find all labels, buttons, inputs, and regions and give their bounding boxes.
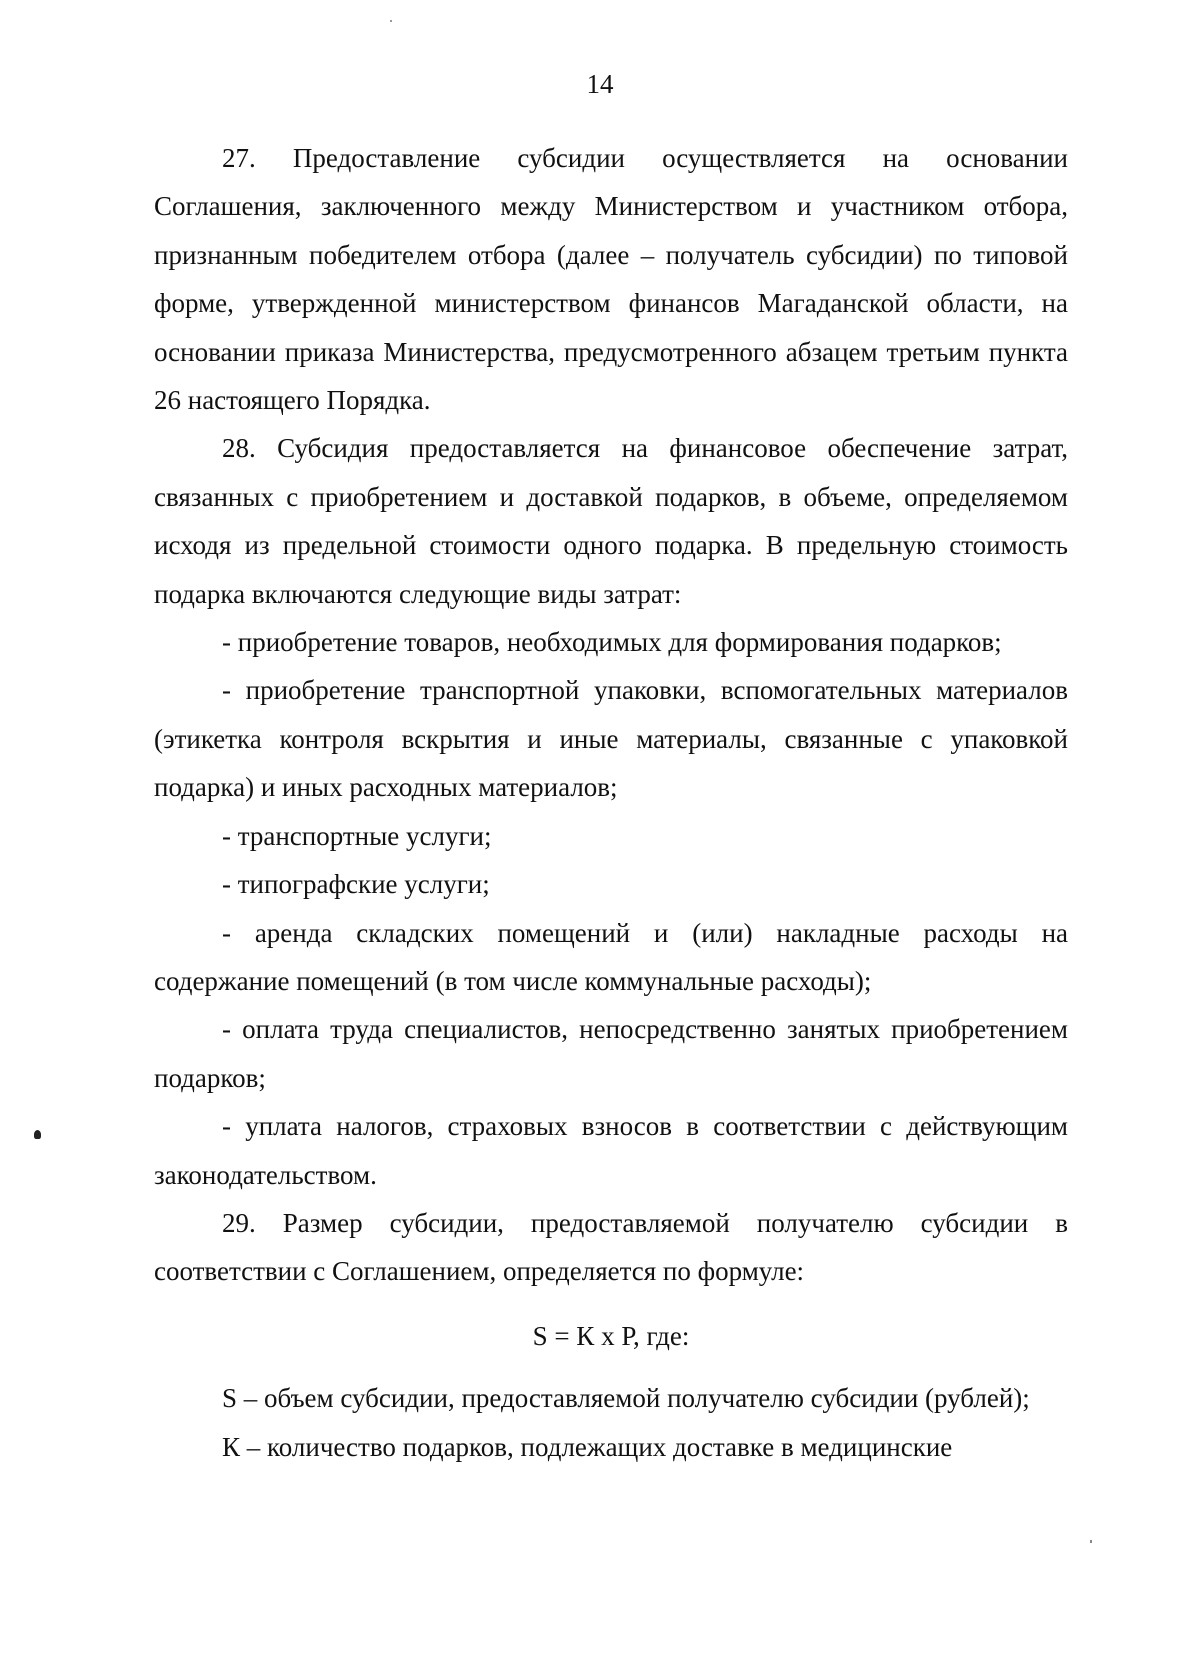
definition-s: S – объем субсидии, предоставляемой получателю субсидии (рублей);	[222, 1383, 1030, 1414]
list-item: - приобретение товаров, необходимых для формирования подарков;	[222, 627, 1002, 658]
paragraph-27: 27. Предоставление субсидии осуществляется на основании Соглашения, заключенного между Министерством и участником отбора, признанным победителем отбора (далее – получатель субсидии) по типовой форме, утвержденной министерством финансов Магаданской области, на основании приказа Министерства, предусмотренного абзацем третьим пункта 26 настоящего Порядка.	[154, 143, 1068, 416]
paragraph-28: 28. Субсидия предоставляется на финансовое обеспечение затрат, связанных с приобретением и доставкой подарков, в объеме, определяемом исходя из предельной стоимости одного подарка. В предельную стоимость подарка включаются следующие виды затрат:	[154, 433, 1068, 609]
scan-speck	[1090, 1540, 1092, 1543]
page-number: 14	[586, 69, 614, 99]
list-item: - приобретение транспортной упаковки, вспомогательных материалов (этикетка контроля вскрытия и иные материалы, связанные с упаковкой подарка) и иных расходных материалов;	[154, 675, 1068, 803]
formula: S = К х Р, где:	[532, 1320, 690, 1351]
paragraph-29: 29. Размер субсидии, предоставляемой получателю субсидии в соответствии с Соглашением, определяется по формуле:	[154, 1207, 1068, 1287]
list-item: - уплата налогов, страховых взносов в соответствии с действующим законодательством.	[154, 1111, 1068, 1190]
list-item: - оплата труда специалистов, непосредственно занятых приобретением подарков;	[154, 1014, 1068, 1093]
scan-mark	[34, 1130, 41, 1139]
list-item: - типографские услуги;	[222, 869, 490, 900]
definition-k: К – количество подарков, подлежащих доставке в медицинские	[222, 1431, 953, 1462]
document-body	[154, 134, 1068, 1471]
list-item: - транспортные услуги;	[222, 820, 492, 851]
scan-speck	[390, 20, 392, 22]
list-item: - аренда складских помещений и (или) накладные расходы на содержание помещений (в том числе коммунальные расходы);	[154, 917, 1068, 996]
